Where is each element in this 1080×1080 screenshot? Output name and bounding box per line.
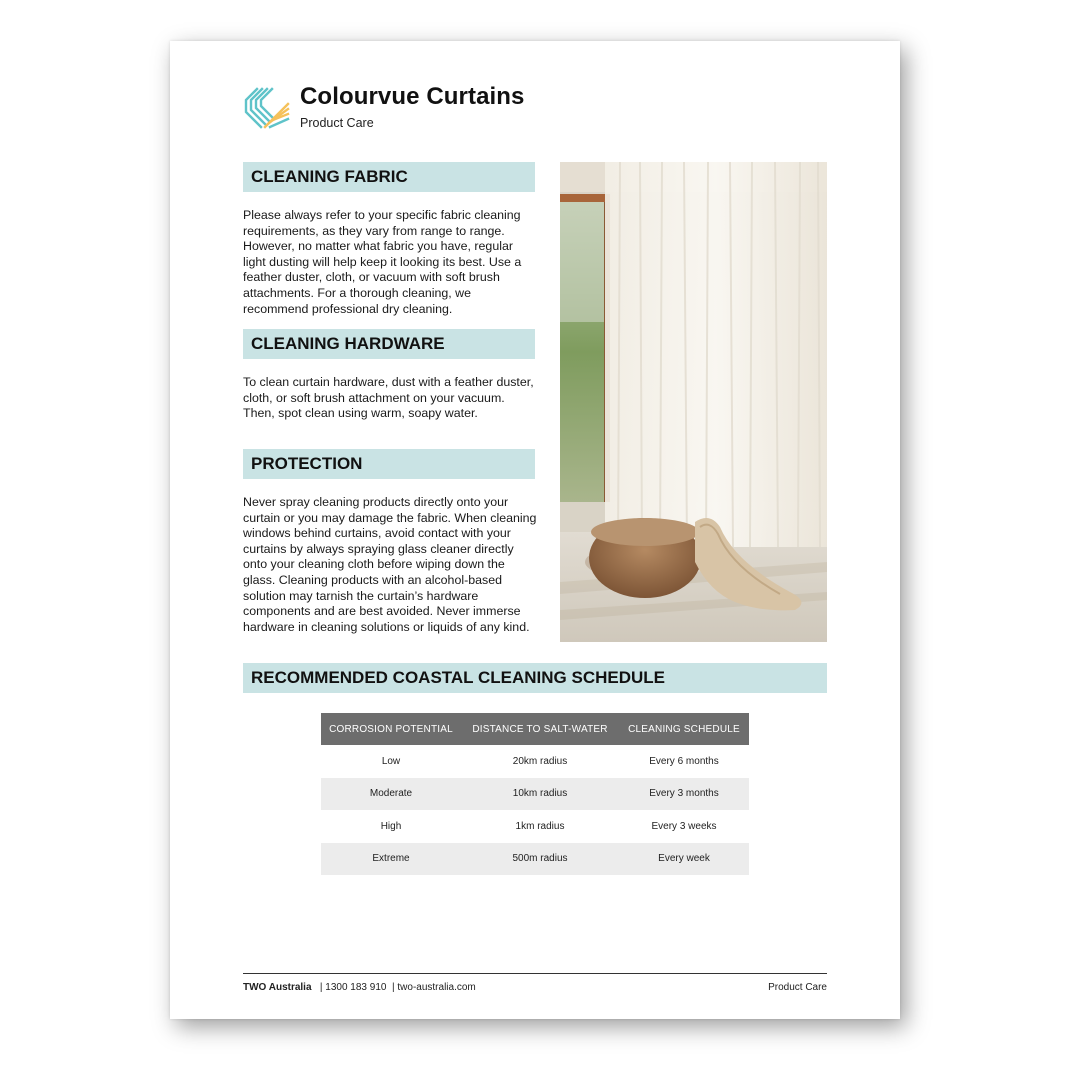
- table-cell: 20km radius: [512, 755, 568, 767]
- table-cell: Low: [381, 755, 401, 767]
- coastal-cleaning-schedule-table: [321, 713, 749, 875]
- footer-company: TWO Australia: [243, 982, 312, 993]
- table-row: [321, 810, 749, 843]
- table-cell: Moderate: [321, 778, 461, 811]
- table-cell: 1km radius: [515, 820, 565, 832]
- colourvue-logo-icon: [243, 84, 291, 132]
- section-heading-cleaning-fabric: [243, 162, 535, 192]
- footer-phone: 1300 183 910: [325, 982, 387, 993]
- table-cell: Extreme: [321, 843, 461, 876]
- column-header: CLEANING SCHEDULE: [619, 713, 749, 745]
- section-heading-protection: [243, 449, 535, 479]
- table-row: [321, 843, 749, 876]
- section-heading-coastal-schedule: [243, 663, 827, 693]
- table-header-row: [321, 713, 749, 745]
- table-row: [321, 778, 749, 811]
- table-cell: Every 3 months: [619, 778, 749, 811]
- table-cell: Every week: [619, 843, 749, 876]
- curtain-room-photo: [560, 162, 827, 642]
- column-header: DISTANCE TO SALT-WATER: [461, 713, 619, 745]
- footer-divider: [243, 973, 827, 974]
- section-heading-text: CLEANING FABRIC: [251, 167, 408, 186]
- section-body-protection: Never spray cleaning products directly onto your curtain or you may damage the fabric. When cleaning windows behind curtains, avoid contact with your curtains by always spraying glass cleaner directly onto your cleaning cloth before wiping down the glass. Cleaning products with an alcohol-based solution may tarnish the curtain’s hardware components and are best avoided. Never immerse hardware in cleaning solutions or liquids of any kind.: [243, 495, 537, 634]
- table-cell: Every 6 months: [649, 755, 719, 767]
- section-heading-text: PROTECTION: [251, 454, 363, 473]
- section-body-cleaning-hardware: To clean curtain hardware, dust with a feather duster, cloth, or soft brush attachment on your vacuum. Then, spot clean using warm, soapy water.: [243, 375, 534, 421]
- table-cell: 10km radius: [461, 778, 619, 811]
- section-heading-text: CLEANING HARDWARE: [251, 334, 445, 353]
- footer-separator: |: [392, 982, 395, 993]
- brand-subtitle: Product Care: [300, 116, 374, 130]
- column-header: CORROSION POTENTIAL: [321, 713, 461, 745]
- section-heading-text: RECOMMENDED COASTAL CLEANING SCHEDULE: [251, 668, 665, 687]
- table-row: [321, 745, 749, 778]
- table-cell: High: [380, 820, 402, 832]
- document-page: [170, 41, 900, 1019]
- section-body-cleaning-fabric: Please always refer to your specific fabric cleaning requirements, as they vary from range to range. However, no matter what fabric you have, regular light dusting will help keep it looking its best. Use a feather duster, cloth, or vacuum with soft brush attachments. For a thorough cleaning, we recommend professional dry cleaning.: [243, 208, 522, 316]
- table-cell: Every 3 weeks: [651, 820, 717, 832]
- footer-page-label: Product Care: [768, 982, 827, 993]
- table-cell: 500m radius: [461, 843, 619, 876]
- section-heading-cleaning-hardware: [243, 329, 535, 359]
- footer-separator: |: [319, 982, 323, 993]
- footer-contact: [243, 982, 476, 993]
- footer-website-link[interactable]: two-australia.com: [397, 982, 476, 993]
- brand-title: Colourvue Curtains: [300, 83, 525, 110]
